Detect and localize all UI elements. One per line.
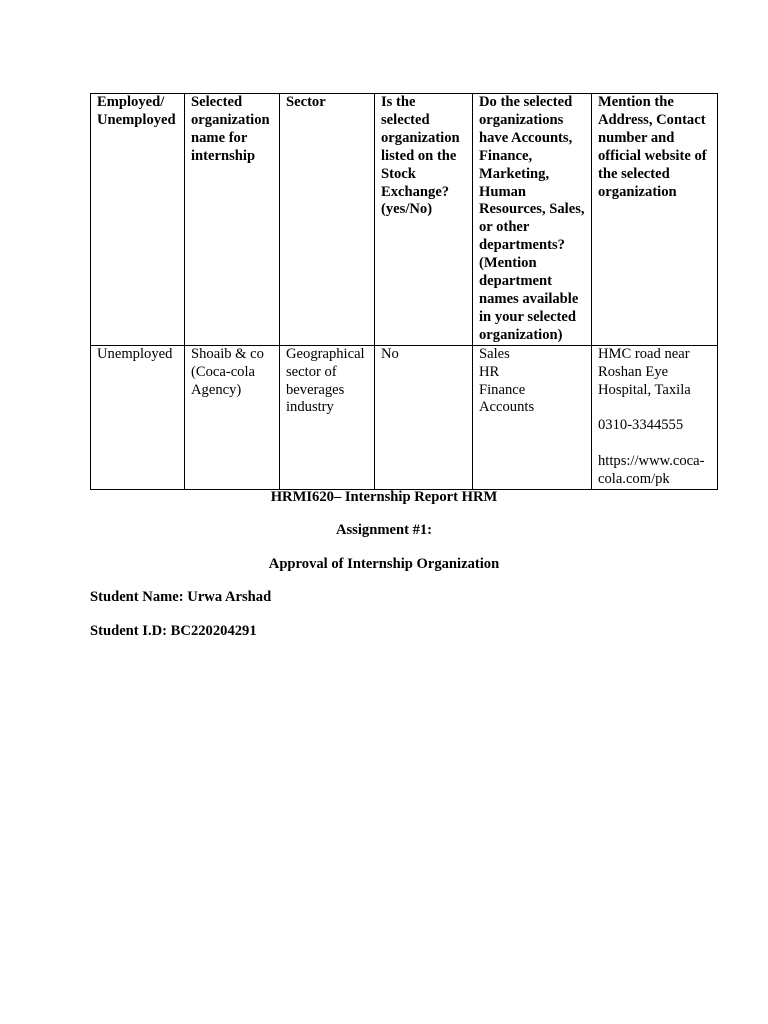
header-organization-name: Selected organization name for internship xyxy=(185,94,280,346)
organization-website: https://www.coca-cola.com/pk xyxy=(598,453,705,487)
cell-sector: Geographical sector of beverages industry xyxy=(280,345,375,489)
cell-employment-status: Unemployed xyxy=(91,345,185,489)
department-item: HR xyxy=(479,363,500,380)
header-stock-exchange: Is the selected organization listed on the Stock Exchange? (yes/No) xyxy=(375,94,473,346)
student-name: Student Name: Urwa Arshad xyxy=(90,589,272,605)
cell-contact-details xyxy=(592,345,718,489)
internship-table xyxy=(90,93,718,490)
table-row xyxy=(91,345,718,489)
header-sector: Sector xyxy=(280,94,375,346)
cell-organization-name: Shoaib & co (Coca-cola Agency) xyxy=(185,345,280,489)
header-employment-status: Employed/ Unemployed xyxy=(91,94,185,346)
cell-stock-exchange: No xyxy=(375,345,473,489)
course-title: HRMI620– Internship Report HRM xyxy=(270,489,498,505)
cell-departments xyxy=(473,345,592,489)
document-subject: Approval of Internship Organization xyxy=(268,556,500,572)
organization-address: HMC road near Roshan Eye Hospital, Taxila xyxy=(598,345,691,398)
student-id: Student I.D: BC220204291 xyxy=(90,623,257,639)
department-item: Sales xyxy=(479,345,510,362)
assignment-title: Assignment #1: xyxy=(335,522,433,538)
header-contact-details: Mention the Address, Contact number and official website of the selected organization xyxy=(592,94,718,346)
header-departments: Do the selected organizations have Accounts, Finance, Marketing, Human Resources, Sales, or other departments? (Mention department names available in your selected organization) xyxy=(473,94,592,346)
table-header-row xyxy=(91,94,718,346)
organization-phone: 0310-3344555 xyxy=(598,417,684,434)
department-item: Accounts xyxy=(479,399,535,416)
department-item: Finance xyxy=(479,381,526,398)
